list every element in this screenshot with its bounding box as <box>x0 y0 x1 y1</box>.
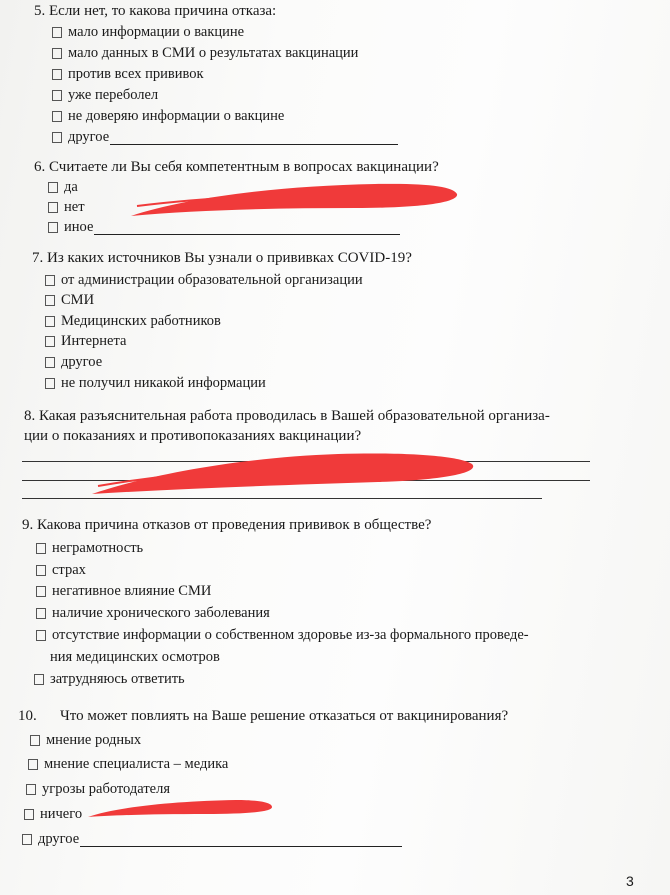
question-8-title-line2: ции о показаниях и противопоказаниях вакцинации? <box>24 428 362 444</box>
q5-option-1[interactable] <box>52 22 244 42</box>
checkbox[interactable] <box>30 735 40 746</box>
option-label: ничего <box>40 806 83 822</box>
q7-option-6[interactable] <box>45 373 266 393</box>
question-5-title: 5. Если нет, то какова причина отказа: <box>34 3 277 19</box>
option-label: наличие хронического заболевания <box>52 605 270 621</box>
q9-option-1[interactable] <box>36 538 143 558</box>
checkbox[interactable] <box>52 132 62 143</box>
option-label: отсутствие информации о собственном здоровье из-за формального проведе- <box>52 627 529 643</box>
checkbox[interactable] <box>52 90 62 101</box>
checkbox[interactable] <box>52 111 62 122</box>
option-label: мнение специалиста – медика <box>44 756 229 772</box>
answer-line[interactable] <box>110 130 398 145</box>
option-label: другое <box>38 831 80 847</box>
page-number: 3 <box>626 873 634 889</box>
answer-line[interactable] <box>22 480 590 481</box>
q6-option-2[interactable] <box>48 197 85 217</box>
checkbox[interactable] <box>45 316 55 327</box>
checkbox[interactable] <box>24 809 34 820</box>
q5-option-6[interactable] <box>52 127 398 147</box>
checkbox[interactable] <box>48 222 58 233</box>
checkbox[interactable] <box>45 275 55 286</box>
q10-option-5[interactable] <box>22 829 402 849</box>
option-label: уже переболел <box>68 87 159 103</box>
checkbox[interactable] <box>22 834 32 845</box>
q9-option-2[interactable] <box>36 560 86 580</box>
answer-line[interactable] <box>22 461 590 462</box>
redaction-scribble-q10 <box>86 797 276 821</box>
checkbox[interactable] <box>36 565 46 576</box>
option-label: иное <box>64 219 94 235</box>
option-label: Интернета <box>61 333 127 349</box>
q10-option-4[interactable] <box>24 804 82 824</box>
checkbox[interactable] <box>36 543 46 554</box>
checkbox[interactable] <box>52 48 62 59</box>
question-10-number: 10. <box>18 708 37 724</box>
option-label: другое <box>68 129 110 145</box>
question-10-title: Что может повлиять на Ваше решение отказаться от вакцинирования? <box>60 708 509 724</box>
checkbox[interactable] <box>45 357 55 368</box>
q5-option-3[interactable] <box>52 64 204 84</box>
option-label: негативное влияние СМИ <box>52 583 212 599</box>
checkbox[interactable] <box>48 182 58 193</box>
q9-option-6[interactable] <box>34 669 185 689</box>
q7-option-1[interactable] <box>45 270 363 290</box>
option-label: не доверяю информации о вакцине <box>68 108 285 124</box>
checkbox[interactable] <box>45 336 55 347</box>
option-label: мало данных в СМИ о результатах вакцинации <box>68 45 359 61</box>
checkbox[interactable] <box>36 630 46 641</box>
q9-option-4[interactable] <box>36 603 270 623</box>
q5-option-2[interactable] <box>52 43 358 63</box>
q5-option-4[interactable] <box>52 85 158 105</box>
option-label: Медицинских работников <box>61 313 221 329</box>
redaction-scribble-q8 <box>88 450 480 500</box>
question-7-title: 7. Из каких источников Вы узнали о прививках COVID-19? <box>32 250 412 266</box>
option-label: не получил никакой информации <box>61 375 266 391</box>
answer-line[interactable] <box>80 832 402 847</box>
checkbox[interactable] <box>45 295 55 306</box>
answer-line[interactable] <box>22 498 542 499</box>
q6-option-3[interactable] <box>48 217 400 237</box>
checkbox[interactable] <box>52 27 62 38</box>
q6-option-1[interactable] <box>48 177 78 197</box>
answer-line[interactable] <box>94 220 400 235</box>
q5-option-5[interactable] <box>52 106 284 126</box>
checkbox[interactable] <box>28 759 38 770</box>
redaction-scribble-q6 <box>125 178 465 220</box>
q10-option-1[interactable] <box>30 730 141 750</box>
checkbox[interactable] <box>52 69 62 80</box>
option-label: другое <box>61 354 103 370</box>
checkbox[interactable] <box>36 586 46 597</box>
option-label: СМИ <box>61 292 95 308</box>
checkbox[interactable] <box>48 202 58 213</box>
checkbox[interactable] <box>34 674 44 685</box>
question-9-title: 9. Какова причина отказов от проведения прививок в обществе? <box>22 517 432 533</box>
option-label: угрозы работодателя <box>42 781 171 797</box>
q7-option-5[interactable] <box>45 352 102 372</box>
q9-option-3[interactable] <box>36 581 211 601</box>
q9-option-5-continuation <box>50 647 220 667</box>
option-label: затрудняюсь ответить <box>50 671 185 687</box>
checkbox[interactable] <box>45 378 55 389</box>
question-8-title-line1: 8. Какая разъяснительная работа проводилась в Вашей образовательной организа- <box>24 408 550 424</box>
option-label: неграмотность <box>52 540 144 556</box>
option-label: нет <box>64 199 85 215</box>
option-label: да <box>64 179 78 195</box>
checkbox[interactable] <box>36 608 46 619</box>
q7-option-2[interactable] <box>45 290 94 310</box>
option-label: мнение родных <box>46 732 142 748</box>
checkbox[interactable] <box>26 784 36 795</box>
option-label: страх <box>52 562 86 578</box>
q7-option-4[interactable] <box>45 331 126 351</box>
option-label: мало информации о вакцине <box>68 24 245 40</box>
q10-option-3[interactable] <box>26 779 170 799</box>
q7-option-3[interactable] <box>45 311 221 331</box>
option-label: против всех прививок <box>68 66 204 82</box>
question-6-title: 6. Считаете ли Вы себя компетентным в вопросах вакцинации? <box>34 159 439 175</box>
option-label: ния медицинских осмотров <box>50 649 220 665</box>
option-label: от администрации образовательной организации <box>61 272 363 288</box>
q10-option-2[interactable] <box>28 754 228 774</box>
q9-option-5[interactable] <box>36 625 529 645</box>
